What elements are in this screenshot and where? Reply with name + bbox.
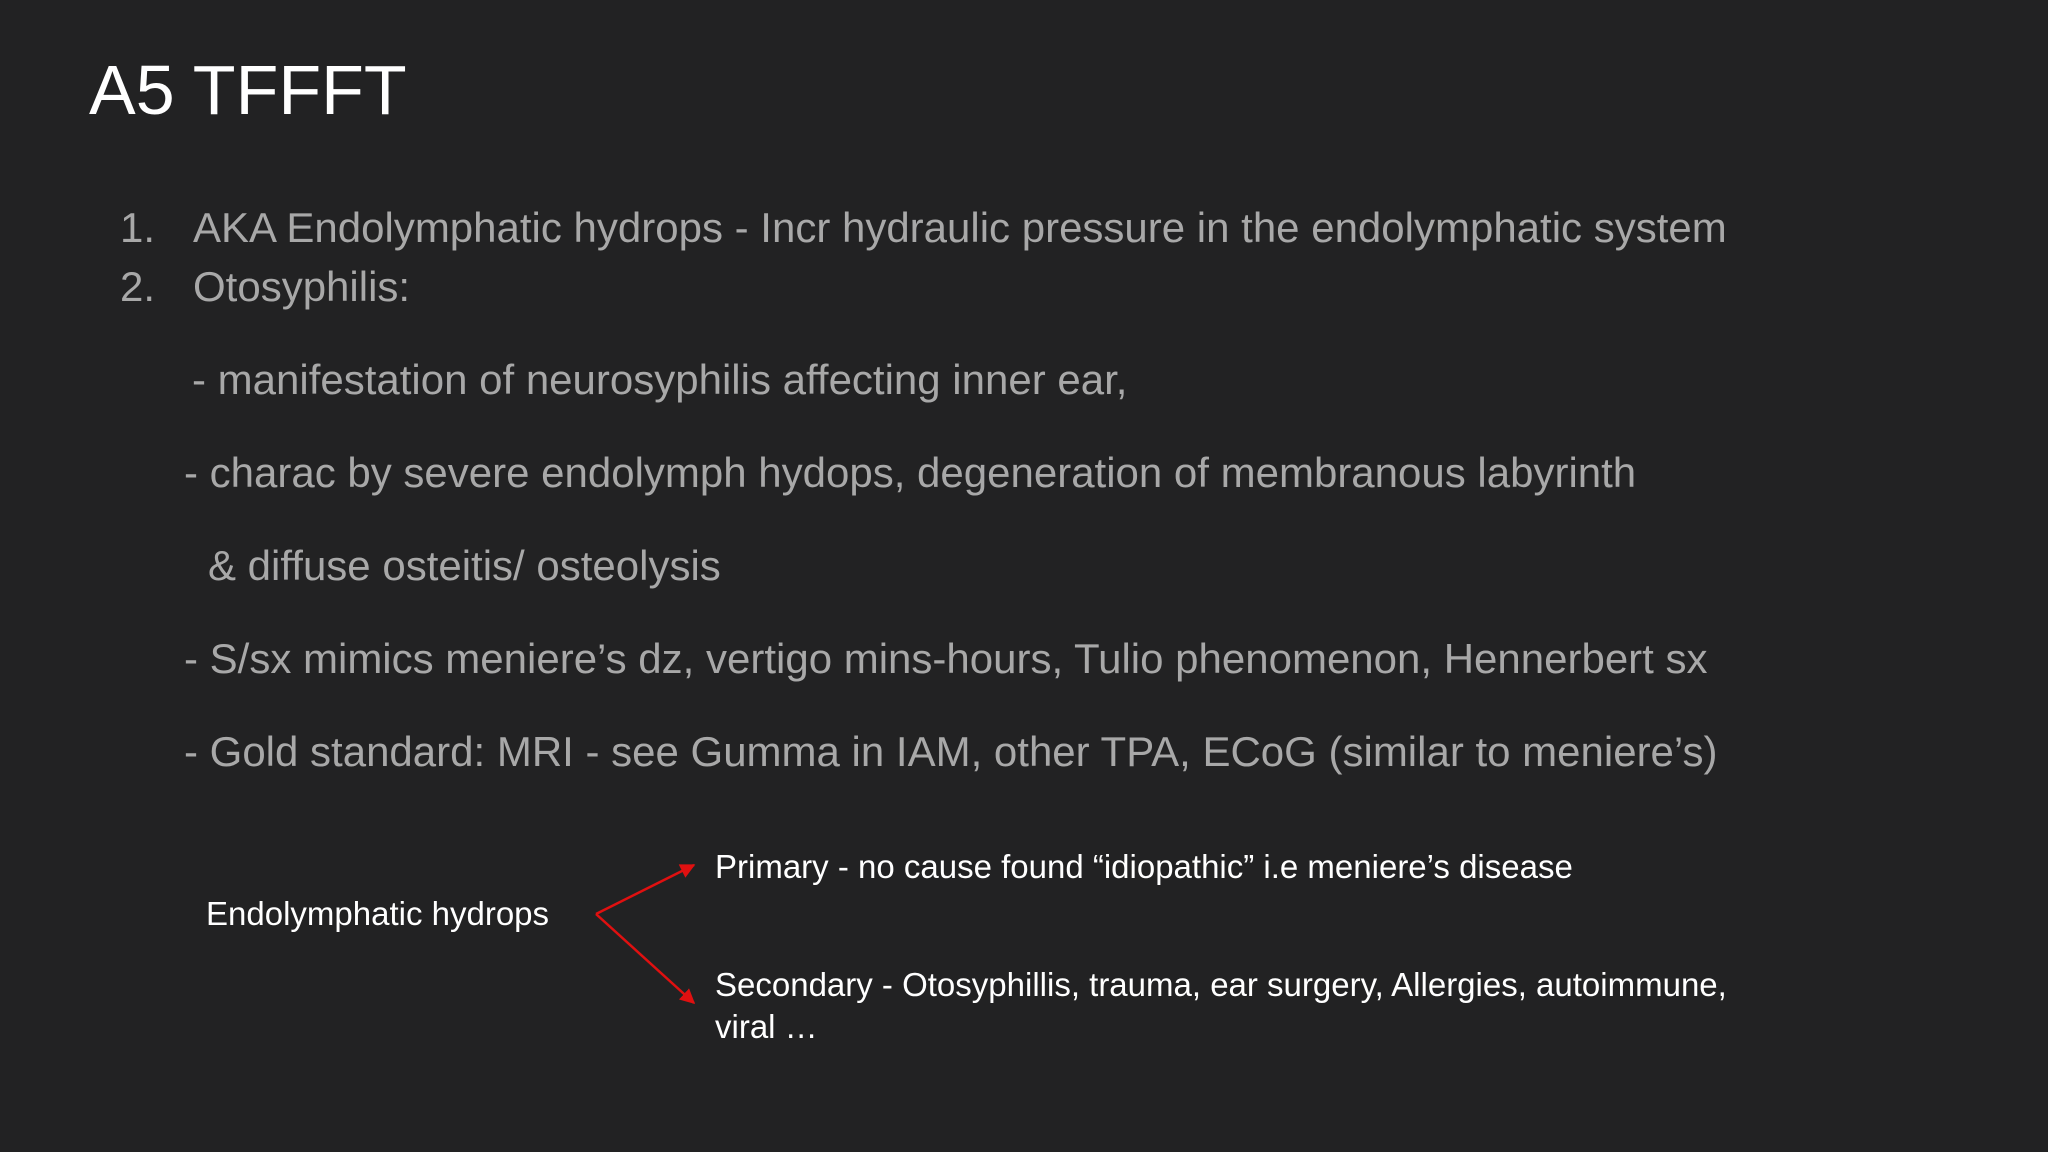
list-item-1-text: AKA Endolymphatic hydrops - Incr hydraulic pressure in the endolymphatic system (193, 204, 1727, 251)
detail-manifestation: - manifestation of neurosyphilis affecting inner ear, (192, 356, 1128, 403)
diagram-primary-label: Primary - no cause found “idiopathic” i.e meniere’s disease (715, 848, 1573, 885)
list-item-2-text: Otosyphilis: (193, 263, 411, 310)
detail-osteitis: & diffuse osteitis/ osteolysis (208, 542, 721, 589)
arrow-to-primary (596, 865, 694, 914)
slide-title: A5 TFFFT (89, 51, 407, 129)
list-number-1: 1. (120, 204, 156, 251)
list-number-2: 2. (120, 263, 156, 310)
detail-gold-standard: - Gold standard: MRI - see Gumma in IAM, other TPA, ECoG (similar to meniere’s) (184, 728, 1718, 775)
detail-symptoms: - S/sx mimics meniere’s dz, vertigo mins-hours, Tulio phenomenon, Hennerbert sx (184, 635, 1708, 682)
diagram-secondary-label: Secondary - Otosyphillis, trauma, ear surgery, Allergies, autoimmune, (715, 966, 1727, 1003)
diagram-source-label: Endolymphatic hydrops (206, 895, 550, 932)
arrow-to-secondary (596, 914, 694, 1003)
detail-characteristics: - charac by severe endolymph hydops, degeneration of membranous labyrinth (184, 449, 1637, 496)
diagram-secondary-label-cont: viral … (715, 1008, 818, 1045)
